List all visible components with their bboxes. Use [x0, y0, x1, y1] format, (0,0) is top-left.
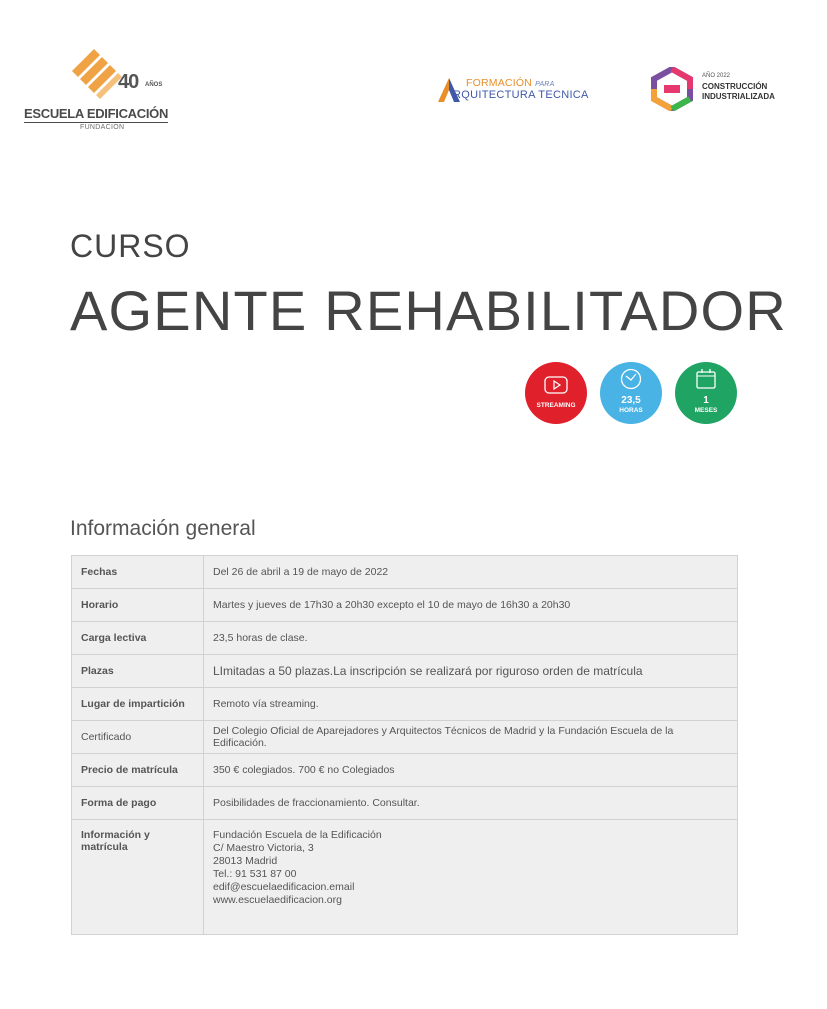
badge-value: 23,5 [621, 395, 641, 406]
formacion-arquitectura-logo [438, 76, 603, 106]
months-badge [675, 362, 737, 424]
hexagon-icon [650, 67, 694, 111]
contact-line: Tel.: 91 531 87 00 [213, 868, 297, 880]
contact-line: Fundación Escuela de la Edificación [213, 829, 382, 841]
section-title: Información general [70, 517, 256, 540]
contact-line: C/ Maestro Victoria, 3 [213, 842, 314, 854]
construccion-industrializada-logo [650, 67, 795, 111]
table-row [72, 622, 738, 655]
table-row [72, 721, 738, 754]
play-icon [544, 376, 568, 394]
row-value: LImitadas a 50 plazas.La inscripción se realizará por riguroso orden de matrícula [204, 655, 738, 688]
table-row [72, 754, 738, 787]
formacion-line1: FORMACIÓN PARA [466, 77, 555, 89]
escuela-name: ESCUELA EDIFICACIÓN [24, 106, 169, 121]
table-row [72, 787, 738, 820]
row-value: Posibilidades de fraccionamiento. Consultar. [204, 787, 738, 820]
course-kicker: CURSO [70, 228, 191, 264]
streaming-badge [525, 362, 587, 424]
row-value: Del Colegio Oficial de Aparejadores y Arquitectos Técnicos de Madrid y la Fundación Escuela de la Edificación. [204, 721, 738, 754]
course-title: AGENTE REHABILITADOR [70, 279, 787, 342]
row-key: Precio de matrícula [72, 754, 204, 787]
row-value: Martes y jueves de 17h30 a 20h30 excepto el 10 de mayo de 16h30 a 20h30 [204, 589, 738, 622]
construccion-line2: INDUSTRIALIZADA [702, 92, 775, 101]
contact-lines [204, 820, 738, 935]
table-row [72, 688, 738, 721]
badge-label: HORAS [619, 407, 643, 414]
row-key: Certificado [72, 721, 204, 754]
escuela-edificacion-logo [24, 45, 169, 135]
badge-value: 1 [703, 395, 709, 406]
table-row [72, 556, 738, 589]
clock-icon [620, 368, 642, 390]
escuela-sub: FUNDACIÓN [80, 124, 125, 131]
forty-years-number: 40 [118, 71, 139, 93]
badge-label: MESES [694, 407, 718, 414]
row-value: Remoto vía streaming. [204, 688, 738, 721]
table-row [72, 655, 738, 688]
table-row [72, 820, 738, 935]
contact-line: 28013 Madrid [213, 855, 278, 867]
row-value: Del 26 de abril a 19 de mayo de 2022 [204, 556, 738, 589]
badge-label: STREAMING [536, 402, 576, 409]
row-key: Horario [72, 589, 204, 622]
row-value: 350 € colegiados. 700 € no Colegiados [204, 754, 738, 787]
row-key: Fechas [72, 556, 204, 589]
row-key: Carga lectiva [72, 622, 204, 655]
row-key: Lugar de impartición [72, 688, 204, 721]
contact-website[interactable]: www.escuelaedificacion.org [213, 894, 342, 906]
table-row [72, 589, 738, 622]
contact-email[interactable]: edif@escuelaedificacion.email [213, 881, 355, 893]
row-key: Forma de pago [72, 787, 204, 820]
hours-badge [600, 362, 662, 424]
years-label: AÑOS [145, 82, 163, 88]
row-key: Información y matrícula [72, 820, 204, 935]
info-table [71, 555, 738, 935]
row-key: Plazas [72, 655, 204, 688]
construccion-line1: CONSTRUCCIÓN [702, 82, 768, 91]
construccion-year: AÑO 2022 [702, 73, 731, 79]
formacion-line2: RQUITECTURA TECNICA [453, 89, 589, 101]
row-value: 23,5 horas de clase. [204, 622, 738, 655]
calendar-icon [695, 368, 717, 390]
